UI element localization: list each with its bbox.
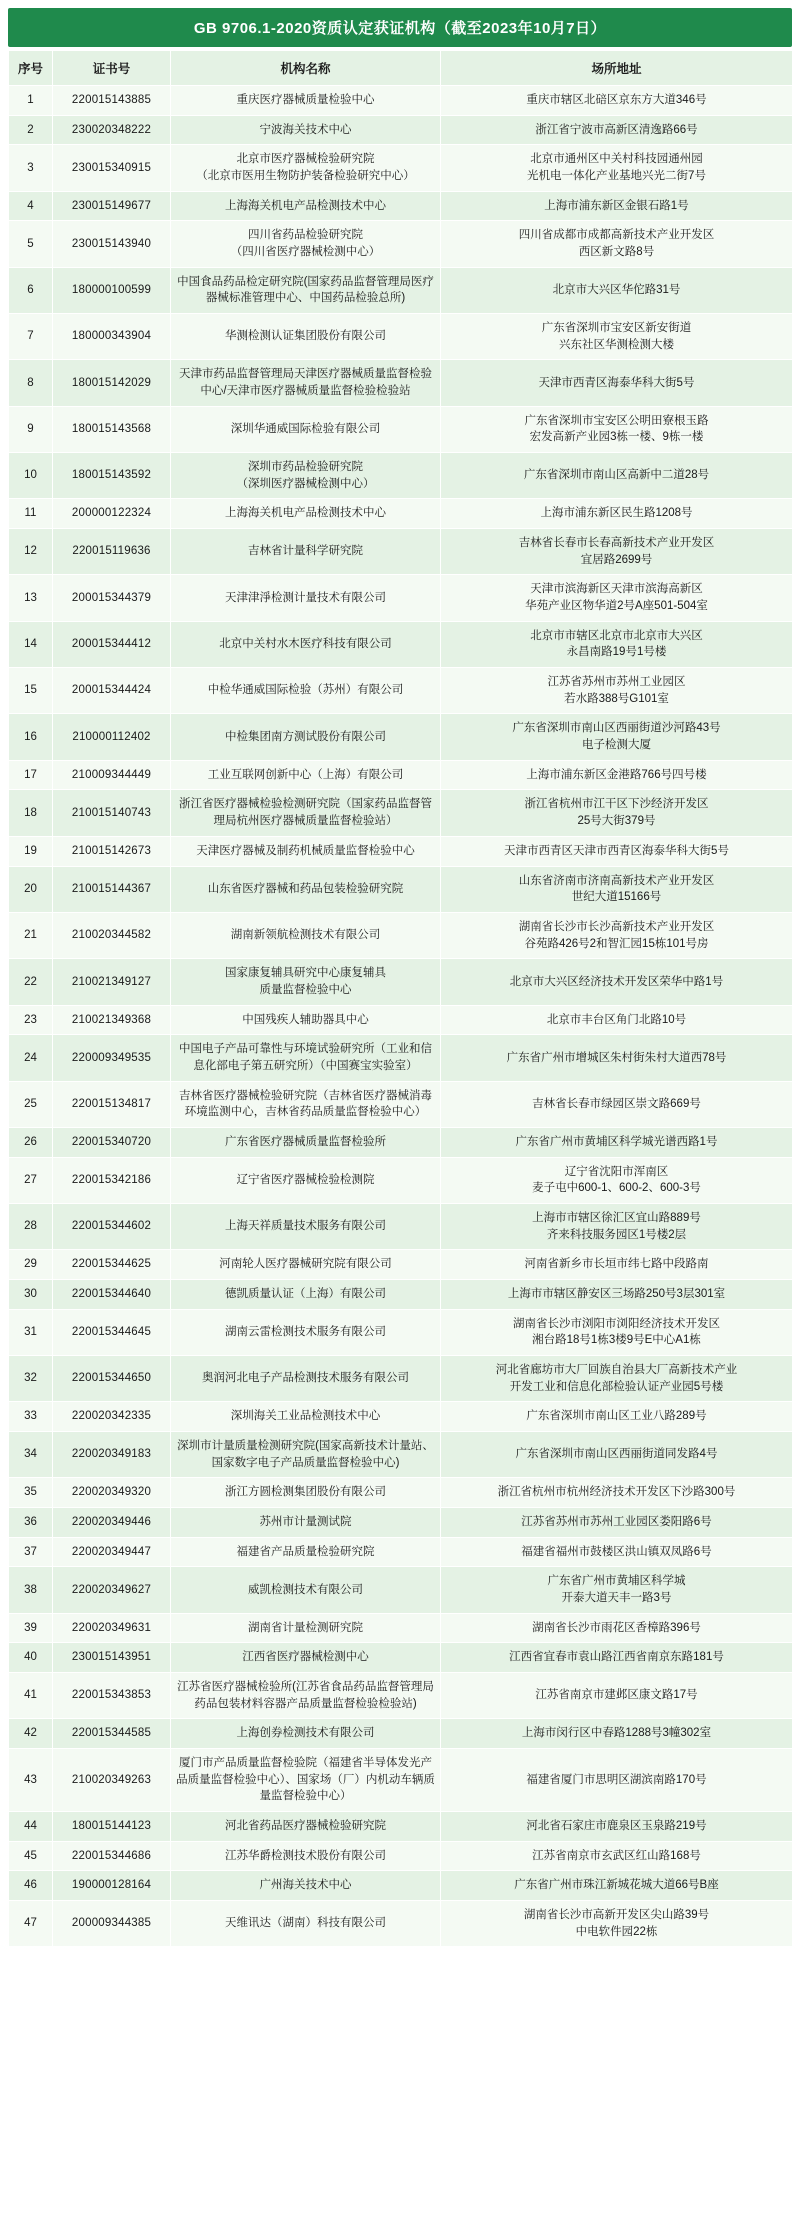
row-index: 39 <box>9 1613 53 1643</box>
row-index: 22 <box>9 959 53 1005</box>
table-row <box>9 714 793 760</box>
table-row <box>9 1749 793 1812</box>
row-address: 广东省广州市珠江新城花城大道66号B座 <box>441 1871 793 1901</box>
row-organization: 中检华通威国际检验（苏州）有限公司 <box>171 668 441 714</box>
row-address: 广东省深圳市宝安区公明田寮根玉路 宏发高新产业园3栋一楼、9栋一楼 <box>441 406 793 452</box>
table-header-row <box>9 51 793 86</box>
row-index: 7 <box>9 314 53 360</box>
row-organization: 宁波海关技术中心 <box>171 115 441 145</box>
table-row <box>9 1719 793 1749</box>
row-address: 浙江省宁波市高新区清逸路66号 <box>441 115 793 145</box>
row-certificate-no: 220020349320 <box>53 1478 171 1508</box>
row-certificate-no: 220015134817 <box>53 1081 171 1127</box>
row-organization: 浙江方圆检测集团股份有限公司 <box>171 1478 441 1508</box>
row-address: 北京市大兴区经济技术开发区荣华中路1号 <box>441 959 793 1005</box>
table-row <box>9 1841 793 1871</box>
row-address: 辽宁省沈阳市浑南区 麦子屯中600-1、600-2、600-3号 <box>441 1157 793 1203</box>
row-address: 浙江省杭州市江干区下沙经济开发区 25号大街379号 <box>441 790 793 836</box>
row-organization: 湖南省计量检测研究院 <box>171 1613 441 1643</box>
row-organization: 工业互联网创新中心（上海）有限公司 <box>171 760 441 790</box>
row-index: 37 <box>9 1537 53 1567</box>
row-organization: 吉林省计量科学研究院 <box>171 529 441 575</box>
row-organization: 奥润河北电子产品检测技术服务有限公司 <box>171 1355 441 1401</box>
row-organization: 上海天祥质量技术服务有限公司 <box>171 1203 441 1249</box>
table-row <box>9 1643 793 1673</box>
certification-table <box>8 50 793 1947</box>
row-certificate-no: 180015144123 <box>53 1812 171 1842</box>
row-certificate-no: 220015342186 <box>53 1157 171 1203</box>
table-row <box>9 760 793 790</box>
table-row <box>9 499 793 529</box>
row-address: 北京市市辖区北京市北京市大兴区 永昌南路19号1号楼 <box>441 621 793 667</box>
row-certificate-no: 180015142029 <box>53 360 171 406</box>
row-organization: 江西省医疗器械检测中心 <box>171 1643 441 1673</box>
row-address: 吉林省长春市长春高新技术产业开发区 宜居路2699号 <box>441 529 793 575</box>
row-index: 32 <box>9 1355 53 1401</box>
row-certificate-no: 210020349263 <box>53 1749 171 1812</box>
table-row <box>9 267 793 313</box>
row-address: 天津市西青区海泰华科大街5号 <box>441 360 793 406</box>
row-address: 江西省宜春市袁山路江西省南京东路181号 <box>441 1643 793 1673</box>
row-address: 江苏省苏州市苏州工业园区娄阳路6号 <box>441 1507 793 1537</box>
row-certificate-no: 210015144367 <box>53 866 171 912</box>
table-row <box>9 1478 793 1508</box>
row-index: 28 <box>9 1203 53 1249</box>
column-header-index: 序号 <box>9 51 53 86</box>
row-index: 6 <box>9 267 53 313</box>
row-certificate-no: 200000122324 <box>53 499 171 529</box>
row-address: 重庆市辖区北碚区京东方大道346号 <box>441 86 793 116</box>
row-organization: 吉林省医疗器械检验研究院（吉林省医疗器械消毒环境监测中心，吉林省药品质量监督检验中心） <box>171 1081 441 1127</box>
row-address: 河北省廊坊市大厂回族自治县大厂高新技术产业 开发工业和信息化部检验认证产业园5号楼 <box>441 1355 793 1401</box>
row-organization: 天维讯达（湖南）科技有限公司 <box>171 1901 441 1947</box>
row-index: 46 <box>9 1871 53 1901</box>
row-index: 21 <box>9 912 53 958</box>
row-organization: 河南轮人医疗器械研究院有限公司 <box>171 1250 441 1280</box>
row-address: 江苏省南京市建邺区康文路17号 <box>441 1673 793 1719</box>
row-address: 上海市市辖区静安区三场路250号3层301室 <box>441 1279 793 1309</box>
row-organization: 中检集团南方测试股份有限公司 <box>171 714 441 760</box>
row-certificate-no: 200015344412 <box>53 621 171 667</box>
table-header <box>9 51 793 86</box>
row-certificate-no: 210020344582 <box>53 912 171 958</box>
row-certificate-no: 220020349631 <box>53 1613 171 1643</box>
row-organization: 上海海关机电产品检测技术中心 <box>171 499 441 529</box>
row-index: 27 <box>9 1157 53 1203</box>
row-certificate-no: 210009344449 <box>53 760 171 790</box>
row-certificate-no: 220015344645 <box>53 1309 171 1355</box>
table-row <box>9 1567 793 1613</box>
row-address: 天津市西青区天津市西青区海泰华科大街5号 <box>441 836 793 866</box>
row-certificate-no: 230015143951 <box>53 1643 171 1673</box>
row-address: 山东省济南市济南高新技术产业开发区 世纪大道15166号 <box>441 866 793 912</box>
row-index: 10 <box>9 453 53 499</box>
row-certificate-no: 220020342335 <box>53 1402 171 1432</box>
row-address: 广东省深圳市南山区西丽街道沙河路43号 电子检测大厦 <box>441 714 793 760</box>
row-certificate-no: 200009344385 <box>53 1901 171 1947</box>
table-row <box>9 1402 793 1432</box>
row-address: 江苏省苏州市苏州工业园区 若水路388号G101室 <box>441 668 793 714</box>
table-row <box>9 1355 793 1401</box>
table-row <box>9 115 793 145</box>
row-organization: 深圳海关工业品检测技术中心 <box>171 1402 441 1432</box>
row-certificate-no: 210021349368 <box>53 1005 171 1035</box>
column-header-address: 场所地址 <box>441 51 793 86</box>
table-row <box>9 1309 793 1355</box>
table-row <box>9 1157 793 1203</box>
table-body <box>9 86 793 1947</box>
row-certificate-no: 210021349127 <box>53 959 171 1005</box>
table-row <box>9 86 793 116</box>
row-organization: 四川省药品检验研究院 （四川省医疗器械检测中心） <box>171 221 441 267</box>
row-certificate-no: 210000112402 <box>53 714 171 760</box>
row-organization: 深圳华通威国际检验有限公司 <box>171 406 441 452</box>
row-organization: 重庆医疗器械质量检验中心 <box>171 86 441 116</box>
row-organization: 山东省医疗器械和药品包装检验研究院 <box>171 866 441 912</box>
row-certificate-no: 220015344625 <box>53 1250 171 1280</box>
row-address: 广东省深圳市南山区高新中二道28号 <box>441 453 793 499</box>
column-header-certificate-no: 证书号 <box>53 51 171 86</box>
row-certificate-no: 200015344379 <box>53 575 171 621</box>
row-index: 41 <box>9 1673 53 1719</box>
row-address: 湖南省长沙市高新开发区尖山路39号 中电软件园22栋 <box>441 1901 793 1947</box>
row-index: 31 <box>9 1309 53 1355</box>
page-title: GB 9706.1-2020资质认定获证机构（截至2023年10月7日） <box>8 8 792 47</box>
row-address: 湖南省长沙市浏阳市浏阳经济技术开发区 湘台路18号1栋3楼9号E中心A1栋 <box>441 1309 793 1355</box>
table-row <box>9 1812 793 1842</box>
row-index: 2 <box>9 115 53 145</box>
row-organization: 天津医疗器械及制药机械质量监督检验中心 <box>171 836 441 866</box>
row-certificate-no: 180000343904 <box>53 314 171 360</box>
table-row <box>9 1871 793 1901</box>
row-index: 33 <box>9 1402 53 1432</box>
row-certificate-no: 220015119636 <box>53 529 171 575</box>
row-organization: 中国食品药品检定研究院(国家药品监督管理局医疗器械标准管理中心、中国药品检验总所) <box>171 267 441 313</box>
row-index: 43 <box>9 1749 53 1812</box>
row-address: 广东省深圳市宝安区新安街道 兴东社区华测检测大楼 <box>441 314 793 360</box>
row-organization: 北京市医疗器械检验研究院 （北京市医用生物防护装备检验研究中心） <box>171 145 441 191</box>
row-certificate-no: 230015340915 <box>53 145 171 191</box>
row-index: 11 <box>9 499 53 529</box>
table-row <box>9 1127 793 1157</box>
table-row <box>9 790 793 836</box>
row-index: 5 <box>9 221 53 267</box>
table-row <box>9 836 793 866</box>
row-organization: 江苏省医疗器械检验所(江苏省食品药品监督管理局药品包装材料容器产品质量监督检验检验站) <box>171 1673 441 1719</box>
table-row <box>9 360 793 406</box>
row-index: 45 <box>9 1841 53 1871</box>
row-index: 47 <box>9 1901 53 1947</box>
row-address: 湖南省长沙市长沙高新技术产业开发区 谷苑路426号2和智汇园15栋101号房 <box>441 912 793 958</box>
table-row <box>9 191 793 221</box>
table-row <box>9 668 793 714</box>
table-row <box>9 1537 793 1567</box>
row-organization: 国家康复辅具研究中心康复辅具 质量监督检验中心 <box>171 959 441 1005</box>
row-index: 26 <box>9 1127 53 1157</box>
row-organization: 威凯检测技术有限公司 <box>171 1567 441 1613</box>
row-certificate-no: 190000128164 <box>53 1871 171 1901</box>
table-row <box>9 406 793 452</box>
row-address: 广东省广州市黄埔区科学城光谱西路1号 <box>441 1127 793 1157</box>
table-row <box>9 1507 793 1537</box>
row-organization: 中国残疾人辅助器具中心 <box>171 1005 441 1035</box>
row-certificate-no: 220015344585 <box>53 1719 171 1749</box>
row-index: 4 <box>9 191 53 221</box>
row-index: 3 <box>9 145 53 191</box>
row-address: 河北省石家庄市鹿泉区玉泉路219号 <box>441 1812 793 1842</box>
row-address: 上海市闵行区中春路1288号3幢302室 <box>441 1719 793 1749</box>
table-row <box>9 1081 793 1127</box>
row-organization: 德凯质量认证（上海）有限公司 <box>171 1279 441 1309</box>
row-index: 42 <box>9 1719 53 1749</box>
row-address: 吉林省长春市绿园区崇文路669号 <box>441 1081 793 1127</box>
row-index: 9 <box>9 406 53 452</box>
row-index: 30 <box>9 1279 53 1309</box>
row-index: 8 <box>9 360 53 406</box>
row-address: 上海市浦东新区金港路766号四号楼 <box>441 760 793 790</box>
row-index: 1 <box>9 86 53 116</box>
row-organization: 苏州市计量测试院 <box>171 1507 441 1537</box>
row-address: 上海市市辖区徐汇区宜山路889号 齐来科技服务园区1号楼2层 <box>441 1203 793 1249</box>
row-certificate-no: 220020349446 <box>53 1507 171 1537</box>
row-address: 北京市大兴区华佗路31号 <box>441 267 793 313</box>
row-index: 12 <box>9 529 53 575</box>
row-certificate-no: 220015344640 <box>53 1279 171 1309</box>
table-row <box>9 453 793 499</box>
row-organization: 深圳市计量质量检测研究院(国家高新技术计量站、国家数字电子产品质量监督检验中心) <box>171 1431 441 1477</box>
row-index: 18 <box>9 790 53 836</box>
row-index: 40 <box>9 1643 53 1673</box>
row-index: 25 <box>9 1081 53 1127</box>
row-certificate-no: 230020348222 <box>53 115 171 145</box>
row-address: 福建省福州市鼓楼区洪山镇双凤路6号 <box>441 1537 793 1567</box>
table-row <box>9 1613 793 1643</box>
row-organization: 上海海关机电产品检测技术中心 <box>171 191 441 221</box>
row-address: 四川省成都市成都高新技术产业开发区 西区新文路8号 <box>441 221 793 267</box>
row-organization: 天津市药品监督管理局天津医疗器械质量监督检验中心/天津市医疗器械质量监督检验检验站 <box>171 360 441 406</box>
table-row <box>9 221 793 267</box>
row-organization: 浙江省医疗器械检验检测研究院（国家药品监督管理局杭州医疗器械质量监督检验站） <box>171 790 441 836</box>
row-certificate-no: 210015140743 <box>53 790 171 836</box>
table-row <box>9 529 793 575</box>
row-index: 34 <box>9 1431 53 1477</box>
row-address: 北京市丰台区角门北路10号 <box>441 1005 793 1035</box>
row-address: 湖南省长沙市雨花区香樟路396号 <box>441 1613 793 1643</box>
row-address: 河南省新乡市长垣市纬七路中段路南 <box>441 1250 793 1280</box>
row-index: 35 <box>9 1478 53 1508</box>
row-organization: 北京中关村水木医疗科技有限公司 <box>171 621 441 667</box>
row-certificate-no: 220015344602 <box>53 1203 171 1249</box>
row-organization: 辽宁省医疗器械检验检测院 <box>171 1157 441 1203</box>
row-address: 广东省广州市黄埔区科学城 开泰大道天丰一路3号 <box>441 1567 793 1613</box>
row-certificate-no: 220020349627 <box>53 1567 171 1613</box>
table-row <box>9 621 793 667</box>
table-row <box>9 575 793 621</box>
row-certificate-no: 200015344424 <box>53 668 171 714</box>
row-organization: 福建省产品质量检验研究院 <box>171 1537 441 1567</box>
row-organization: 天津津淨检测计量技术有限公司 <box>171 575 441 621</box>
row-certificate-no: 180000100599 <box>53 267 171 313</box>
row-address: 上海市浦东新区金银石路1号 <box>441 191 793 221</box>
row-certificate-no: 220020349447 <box>53 1537 171 1567</box>
row-address: 江苏省南京市玄武区红山路168号 <box>441 1841 793 1871</box>
row-address: 广东省广州市增城区朱村街朱村大道西78号 <box>441 1035 793 1081</box>
table-row <box>9 1279 793 1309</box>
row-index: 14 <box>9 621 53 667</box>
row-index: 13 <box>9 575 53 621</box>
row-organization: 广州海关技术中心 <box>171 1871 441 1901</box>
row-address: 上海市浦东新区民生路1208号 <box>441 499 793 529</box>
row-index: 24 <box>9 1035 53 1081</box>
row-index: 16 <box>9 714 53 760</box>
row-certificate-no: 220020349183 <box>53 1431 171 1477</box>
row-certificate-no: 220015340720 <box>53 1127 171 1157</box>
row-organization: 广东省医疗器械质量监督检验所 <box>171 1127 441 1157</box>
row-address: 福建省厦门市思明区湖滨南路170号 <box>441 1749 793 1812</box>
table-row <box>9 145 793 191</box>
row-address: 浙江省杭州市杭州经济技术开发区下沙路300号 <box>441 1478 793 1508</box>
row-organization: 湖南云雷检测技术服务有限公司 <box>171 1309 441 1355</box>
row-organization: 厦门市产品质量监督检验院（福建省半导体发光产品质量监督检验中心）、国家场（厂）内机动车辆质量监督检验中心） <box>171 1749 441 1812</box>
row-organization: 中国电子产品可靠性与环境试验研究所（工业和信息化部电子第五研究所）（中国赛宝实验室） <box>171 1035 441 1081</box>
table-row <box>9 1250 793 1280</box>
row-certificate-no: 220015143885 <box>53 86 171 116</box>
row-organization: 华测检测认证集团股份有限公司 <box>171 314 441 360</box>
row-address: 北京市通州区中关村科技园通州园 光机电一体化产业基地兴光二街7号 <box>441 145 793 191</box>
row-certificate-no: 220009349535 <box>53 1035 171 1081</box>
row-certificate-no: 180015143592 <box>53 453 171 499</box>
row-index: 15 <box>9 668 53 714</box>
row-address: 天津市滨海新区天津市滨海高新区 华苑产业区物华道2号A座501-504室 <box>441 575 793 621</box>
row-index: 20 <box>9 866 53 912</box>
row-index: 38 <box>9 1567 53 1613</box>
table-row <box>9 959 793 1005</box>
table-row <box>9 1901 793 1947</box>
table-row <box>9 912 793 958</box>
row-index: 36 <box>9 1507 53 1537</box>
row-index: 44 <box>9 1812 53 1842</box>
row-organization: 河北省药品医疗器械检验研究院 <box>171 1812 441 1842</box>
table-row <box>9 314 793 360</box>
row-organization: 上海创券检测技术有限公司 <box>171 1719 441 1749</box>
row-certificate-no: 220015343853 <box>53 1673 171 1719</box>
row-certificate-no: 230015143940 <box>53 221 171 267</box>
row-organization: 湖南新领航检测技术有限公司 <box>171 912 441 958</box>
row-certificate-no: 220015344686 <box>53 1841 171 1871</box>
row-certificate-no: 210015142673 <box>53 836 171 866</box>
table-row <box>9 1203 793 1249</box>
table-row <box>9 1035 793 1081</box>
row-address: 广东省深圳市南山区西丽街道同发路4号 <box>441 1431 793 1477</box>
table-row <box>9 1431 793 1477</box>
table-row <box>9 1005 793 1035</box>
row-index: 23 <box>9 1005 53 1035</box>
row-organization: 江苏华爵检测技术股份有限公司 <box>171 1841 441 1871</box>
row-index: 19 <box>9 836 53 866</box>
row-index: 17 <box>9 760 53 790</box>
row-certificate-no: 220015344650 <box>53 1355 171 1401</box>
row-index: 29 <box>9 1250 53 1280</box>
table-row <box>9 866 793 912</box>
row-certificate-no: 230015149677 <box>53 191 171 221</box>
row-address: 广东省深圳市南山区工业八路289号 <box>441 1402 793 1432</box>
column-header-organization: 机构名称 <box>171 51 441 86</box>
row-certificate-no: 180015143568 <box>53 406 171 452</box>
row-organization: 深圳市药品检验研究院 （深圳医疗器械检测中心） <box>171 453 441 499</box>
table-row <box>9 1673 793 1719</box>
